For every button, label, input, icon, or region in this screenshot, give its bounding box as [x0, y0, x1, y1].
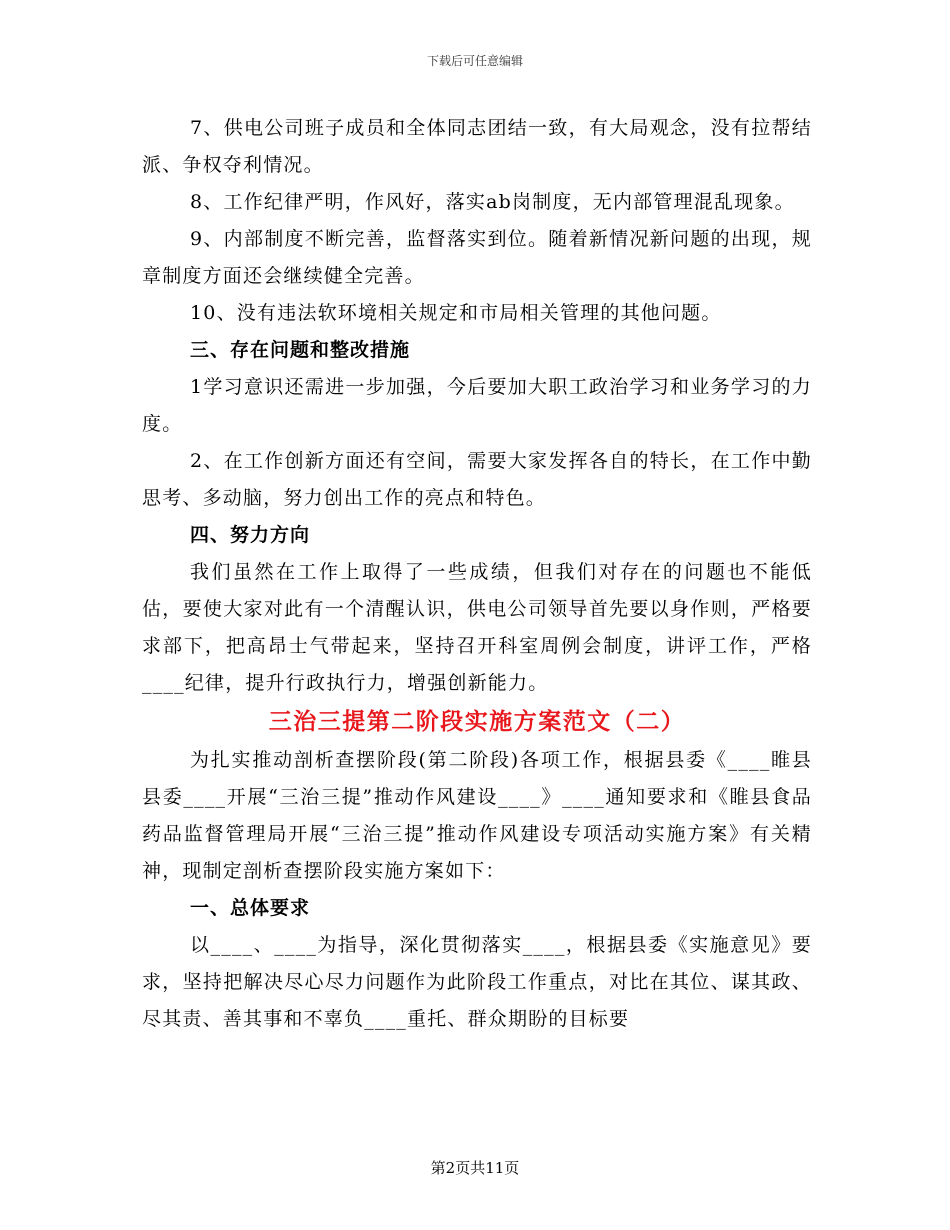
paragraph-item-10: 10、没有违法软环境相关规定和市局相关管理的其他问题。 [190, 302, 722, 324]
paragraph-direction: 我们虽然在工作上取得了一些成绩，但我们对存在的问题也不能低估，要使大家对此有一个清醒认识，供电公司领导首先要以身作则，严格要求部下，把高昂士气带起来，坚持召开科室周例会制度，讲评工作，严格____纪律，提升行政执行力，增强创新能力。 [142, 561, 812, 694]
paragraph-item-9: 9、内部制度不断完善，监督落实到位。随着新情况新问题的出现，规章制度方面还会继续健全完善。 [142, 228, 812, 287]
paragraph-problem-1: 1学习意识还需进一步加强，今后要加大职工政治学习和业务学习的力度。 [142, 376, 812, 435]
section-heading-direction: 四、努力方向 [190, 524, 311, 546]
section-heading-general-requirements: 一、总体要求 [190, 897, 311, 919]
page-header: 下载后可任意编辑 [426, 54, 523, 68]
section-heading-problems: 三、存在问题和整改措施 [190, 339, 411, 361]
paragraph-intro: 为扎实推动剖析查摆阶段(第二阶段)各项工作，根据县委《____睢县县委____开展“三治三提”推动作风建设____》____通知要求和《睢县食品药品监督管理局开展“三治三提”推动作风建设专项活动实施方案》有关精神，现制定剖析查摆阶段实施方案如下： [142, 749, 812, 882]
paragraph-item-7: 7、供电公司班子成员和全体同志团结一致，有大局观念，没有拉帮结派、争权夺利情况。 [142, 117, 812, 176]
page-footer: 第2页共11页 [430, 1159, 520, 1177]
paragraph-item-8: 8、工作纪律严明，作风好，落实ab岗制度，无内部管理混乱现象。 [190, 191, 795, 213]
document-title: 三治三提第二阶段实施方案范文（二） [268, 708, 686, 735]
paragraph-problem-2: 2、在工作创新方面还有空间，需要大家发挥各自的特长，在工作中勤思考、多动脑，努力创出工作的亮点和特色。 [142, 450, 812, 509]
document-body [142, 110, 812, 1038]
paragraph-general-requirements: 以____、____为指导，深化贯彻落实____，根据县委《实施意见》要求，坚持把解决尽心尽力问题作为此阶段工作重点，对比在其位、谋其政、尽其责、善其事和不辜负____重托、群众期盼的目标要 [142, 934, 812, 1030]
